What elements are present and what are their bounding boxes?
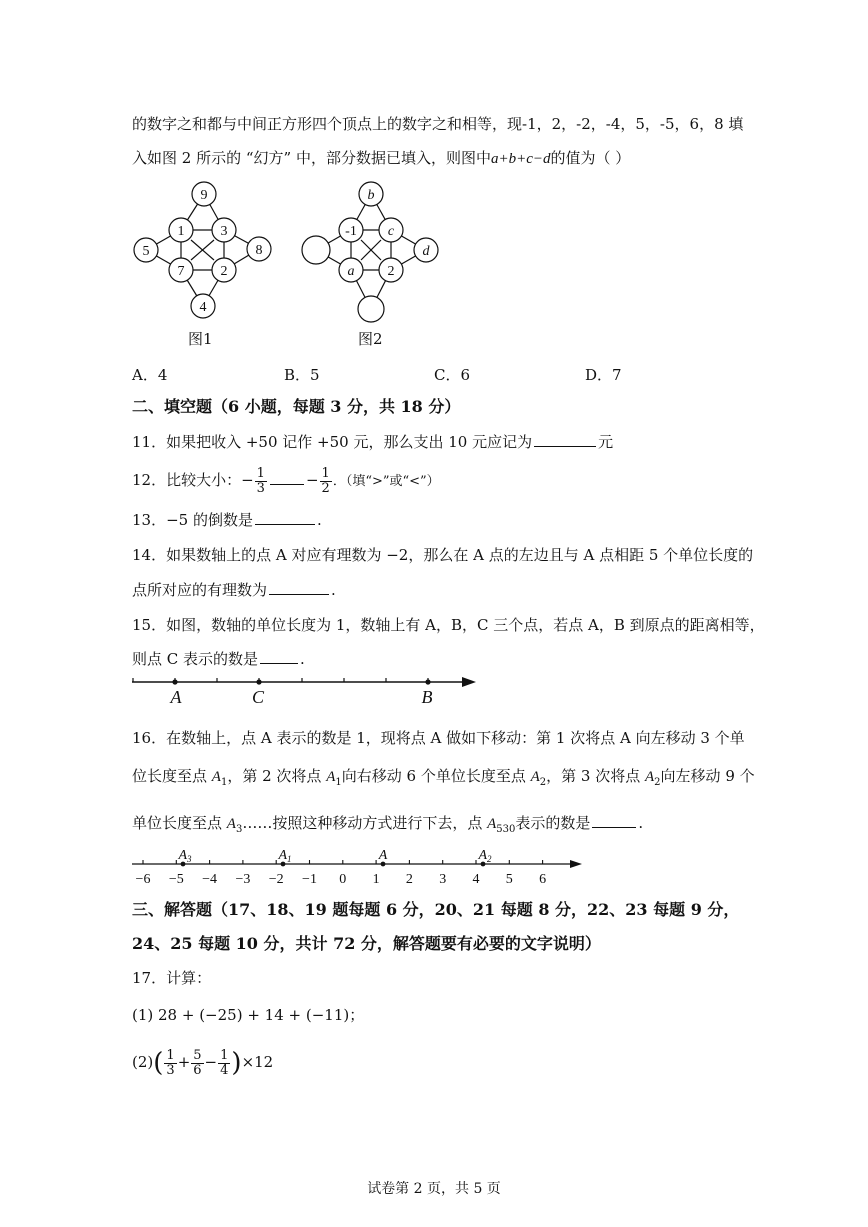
q16-line2c: 向右移动 6 个单位长度至点 [341, 767, 531, 785]
q16-line3: 单位长度至点 $A_3\dots\dots$按照这种移动方式进行下去，点 $A_{530}$表示的数是 . [132, 814, 644, 835]
q16-line3a: 单位长度至点 [132, 814, 227, 832]
q16-tick-label: −2 [268, 872, 284, 887]
q16-line1: 16．在数轴上，点 A 表示的数是 1，现将点 A 做如下移动：第 1 次将点 A 向左移动 3 个单 [132, 729, 745, 747]
q16-sub2b: 2 [654, 777, 661, 788]
section-2-heading: 二、填空题（6 小题，每题 3 分，共 18 分） [132, 397, 461, 416]
fig2-center-bl: a [347, 264, 355, 279]
fig1-top: 9 [200, 188, 208, 203]
fig2-center-br: 2 [387, 264, 395, 279]
fig1-bottom: 4 [199, 300, 207, 315]
q16-line2d: ，第 3 次将点 [546, 767, 645, 785]
q14-post: . [331, 581, 336, 599]
q16-sub3: 3 [235, 824, 243, 835]
q16-line3c: 表示的数是 [515, 814, 591, 832]
q16-line2e: 向左移动 9 个 [660, 767, 755, 785]
fig1-label: 图1 [188, 330, 213, 348]
q17-title: 17．计算： [132, 969, 212, 987]
q15-point-b: B [421, 687, 433, 707]
fig1-center-br: 2 [220, 264, 228, 279]
q16-tick-label: −1 [302, 872, 317, 887]
q10-line2-post: 的值为（ ） [550, 149, 631, 167]
fig2-right: d [422, 244, 430, 259]
q17-fraction-1: $\frac{1}{3}$ [166, 1047, 175, 1078]
q16-answer-blank[interactable] [592, 813, 636, 828]
fig1-center-bl: 7 [177, 264, 185, 279]
q16-tick-label: −4 [202, 872, 218, 887]
q15-line2-text: 则点 C 表示的数是 [132, 650, 259, 668]
q16-tick-label: −5 [168, 872, 184, 887]
q15-answer-blank[interactable] [260, 649, 298, 664]
q12-answer-blank[interactable] [270, 470, 304, 485]
q11 [132, 432, 613, 452]
q12: 12．比较大小：− $\frac{1}{3}$ − $\frac{1}{2}$ ．（填“>”或“<”） [132, 465, 440, 496]
q12-fraction-1: $\frac{1}{3}$ [256, 465, 265, 496]
q14-answer-blank[interactable] [269, 580, 329, 595]
q16-sub1: 1 [220, 777, 228, 788]
q13 [132, 510, 322, 530]
fig2-label: 图2 [358, 330, 383, 348]
fig2-center-tl: -1 [345, 224, 357, 239]
q16-line3d: . [638, 814, 644, 832]
q17-part1: (1) 28 + (−25) + 14 + (−11)； [132, 1006, 365, 1024]
fig1-left: 5 [142, 244, 150, 259]
fig2-center-tr: c [387, 224, 395, 239]
q11-answer-blank[interactable] [534, 432, 596, 447]
option-b[interactable]: B．5 [284, 366, 320, 384]
q15-point-a: A [170, 687, 182, 707]
q11-unit: 元 [598, 433, 614, 451]
q10-line2-pre: 入如图 2 所示的 “幻方” 中，部分数据已填入，则图中 [132, 149, 491, 167]
q12-fraction-2: $\frac{1}{2}$ [321, 465, 330, 496]
q16-tick-label: 5 [505, 872, 513, 887]
fig1-center-tl: 1 [177, 224, 185, 239]
q16-line3b: ……按照这种移动方式进行下去，点 [242, 814, 488, 832]
q14-line1: 14．如果数轴上的点 A 对应有理数为 −2，那么在 A 点的左边且与 A 点相距 5 个单位长度的 [132, 546, 754, 564]
q17-fraction-3: $\frac{1}{4}$ [220, 1047, 229, 1078]
section-3-heading-line2: 24、25 每题 10 分，共计 72 分，解答题要有必要的文字说明） [132, 934, 601, 953]
q11-text: 11．如果把收入 +50 记作 +50 元，那么支出 10 元应记为 [132, 433, 533, 451]
q15-number-line [128, 668, 488, 708]
q16-point-a1: $A_1$ [278, 848, 292, 864]
option-d[interactable]: D．7 [585, 366, 622, 384]
q16-number-line [128, 844, 588, 888]
q16-point-a: A [378, 848, 388, 863]
q13-answer-blank[interactable] [255, 510, 315, 525]
q15-point-c: C [251, 687, 265, 707]
q17-part2-tail: ×12 [241, 1053, 274, 1071]
q13-post: . [316, 511, 322, 529]
q16-line2: 位长度至点 $A_1$，第 2 次将点 $A_1$向右移动 6 个单位长度至点 $A_2$，第 3 次将点 $A_2$向左移动 9 个 [132, 767, 755, 788]
section-3-heading-line1: 三、解答题（17、18、19 题每题 6 分，20、21 每题 8 分，22、23 每题 9 分， [132, 900, 740, 919]
q16-sub2: 2 [539, 777, 547, 788]
q16-tick-label: −3 [235, 872, 251, 887]
magic-square-figure-2 [296, 178, 456, 326]
q16-tick-label: −6 [135, 872, 151, 887]
fig1-right: 8 [255, 243, 263, 258]
q15-line1: 15．如图，数轴的单位长度为 1，数轴上有 A，B，C 三个点，若点 A，B 到原点的距离相等， [132, 616, 765, 634]
magic-square-figure-1 [128, 178, 288, 320]
option-a[interactable]: A．4 [132, 366, 168, 384]
option-c[interactable]: C．6 [434, 366, 471, 384]
q17-part2-label: (2) [132, 1053, 154, 1071]
q16-point-a2: $A_2$ [478, 848, 492, 864]
q16-tick-label: 6 [539, 872, 547, 887]
fig1-center-tr: 3 [220, 224, 228, 239]
q12-pre: 12．比较大小： [132, 471, 242, 489]
q16-sub1b: 1 [335, 777, 342, 788]
q14-line2-text: 点所对应的有理数为 [132, 581, 268, 599]
page-footer: 试卷第 2 页，共 5 页 [367, 1181, 501, 1197]
q16-line2a: 位长度至点 [132, 767, 212, 785]
q10-line1: 的数字之和都与中间正方形四个顶点上的数字之和相等，现-1，2，-2，-4，5，-5，6，8 填 [132, 115, 744, 133]
q17-part2: (2)( $\frac{1}{3}$ + $\frac{5}{6}$ − $\frac{1}{4}$ )×12 [132, 1047, 274, 1078]
q10-expression: a+b+c−d [490, 151, 551, 167]
q17-fraction-2: $\frac{5}{6}$ [193, 1047, 202, 1078]
q16-line2b: ，第 2 次将点 [227, 767, 327, 785]
q16-tick-label: 2 [405, 872, 413, 887]
q16-sub530: 530 [496, 824, 516, 835]
q16-tick-label: 3 [439, 872, 447, 887]
q16-tick-label: 1 [372, 872, 380, 887]
q13-text: 13．−5 的倒数是 [132, 511, 253, 529]
q15-post: . [300, 650, 305, 668]
q16-tick-label: 4 [472, 872, 480, 887]
q16-tick-label: 0 [339, 872, 347, 887]
q10-line2 [132, 148, 630, 169]
fig2-top: b [367, 188, 375, 203]
q14-line2 [132, 580, 336, 600]
q16-point-a3: $A_3$ [178, 848, 192, 864]
q12-post: ．（填“>”或“<”） [332, 474, 440, 489]
q15-line2 [132, 649, 305, 669]
